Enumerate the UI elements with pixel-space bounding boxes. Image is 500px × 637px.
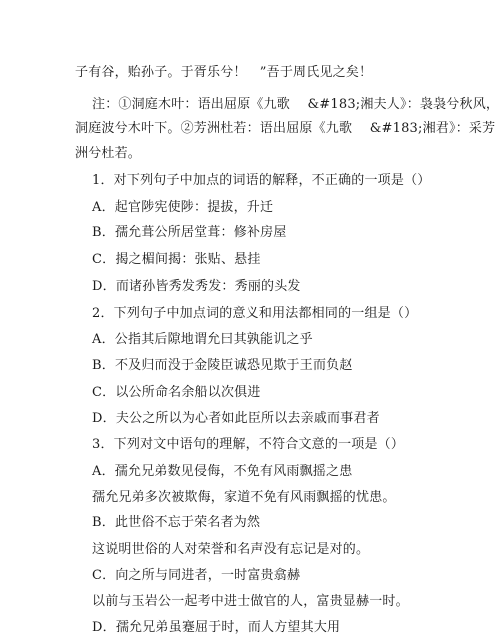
- question-2-option-d: D．夫公之所以为心者如此臣所以去亲戚而事君者: [92, 411, 380, 426]
- text-line-4: 洲兮杜若。: [75, 146, 142, 161]
- question-2-option-c: C．以公所命名余船以次俱进: [92, 385, 261, 400]
- question-1-option-d: D．而诸孙皆秀发秀发：秀丽的头发: [92, 279, 301, 294]
- question-2: 2．下列句子中加点词的意义和用法都相同的一组是（）: [92, 306, 418, 321]
- question-3-option-b-explanation: 这说明世俗的人对荣誉和名声没有忘记是对的。: [92, 542, 370, 557]
- text-line-3: 洞庭波兮木叶下。②芳洲杜若：语出屈原《九歌 &#183;湘君》：采芳: [75, 121, 496, 136]
- question-3: 3．下列对文中语句的理解，不符合文意的一项是（）: [92, 437, 405, 452]
- text-line-1: 子有谷，贻孙子。于胥乐兮！ ”吾于周氏见之矣！: [75, 65, 373, 80]
- question-3-option-c-explanation: 以前与玉岩公一起考中进士做官的人，富贵显赫一时。: [92, 594, 409, 609]
- question-2-option-a: A．公指其后隙地谓允曰其孰能讥之乎: [92, 332, 313, 347]
- question-1-option-a: A．起官陟宪使陟：提拔，升迁: [92, 200, 274, 215]
- question-3-option-a-explanation: 孺允兄弟多次被欺侮，家道不免有风雨飘摇的忧患。: [92, 490, 396, 505]
- question-2-option-b: B．不及归而没于金陵臣诚恐见欺于王而负赵: [92, 358, 353, 373]
- text-line-2: 注：①洞庭木叶：语出屈原《九歌 &#183;湘夫人》：袅袅兮秋风，: [92, 97, 500, 112]
- question-1-option-b: B．孺允葺公所居堂葺：修补房屋: [92, 225, 287, 240]
- question-1: 1．对下列句子中加点的词语的解释，不正确的一项是（）: [92, 173, 431, 188]
- question-1-option-c: C．揭之楣间揭：张贴、悬挂: [92, 252, 261, 267]
- question-3-option-b: B．此世俗不忘于荣名者为然: [92, 515, 261, 530]
- question-3-option-c: C．向之所与同进者，一时富贵翕赫: [92, 568, 301, 583]
- question-3-option-a: A．孺允兄弟数见侵侮，不免有风雨飘摇之患: [92, 464, 353, 479]
- question-3-option-d: D．孺允兄弟虽蹇屈于时，而人方望其大用: [92, 620, 341, 635]
